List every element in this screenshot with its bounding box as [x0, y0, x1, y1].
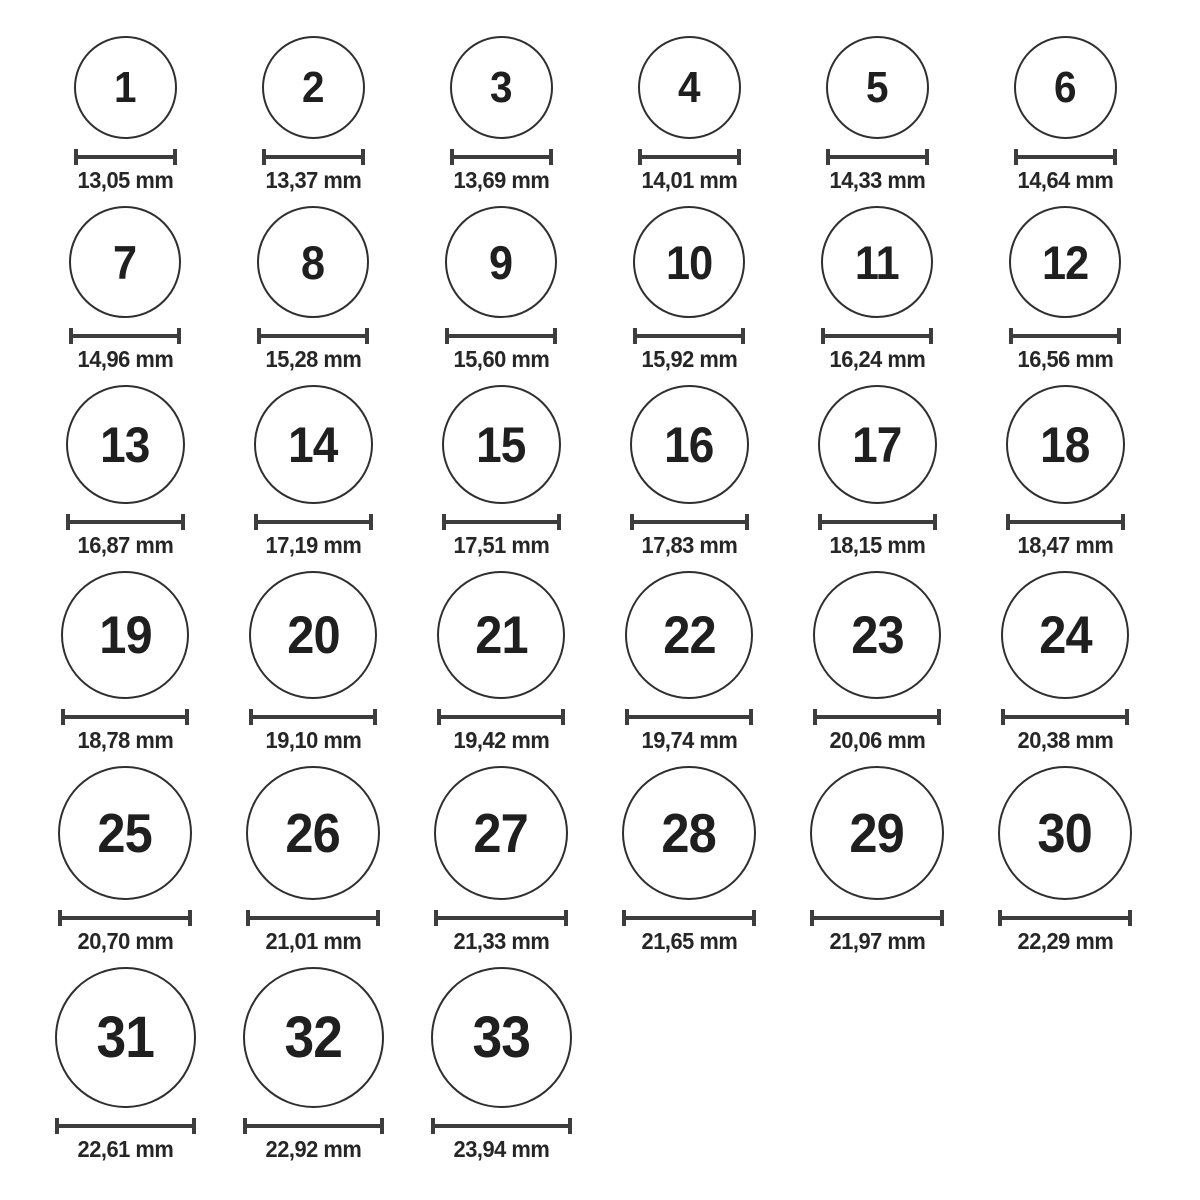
ring-size-number: 30	[1037, 801, 1093, 864]
diameter-label: 21,65 mm	[641, 928, 737, 954]
diameter-label: 21,33 mm	[453, 928, 549, 954]
ring-size-item	[407, 766, 595, 954]
ring-size-item	[971, 385, 1159, 558]
diameter-measure-line	[246, 910, 380, 926]
diameter-label: 22,61 mm	[77, 1136, 173, 1162]
ring-size-item	[595, 206, 783, 372]
diameter-measure-line	[434, 910, 568, 926]
ring-size-item	[31, 967, 219, 1162]
diameter-measure-line	[622, 910, 756, 926]
ring-size-item	[407, 967, 595, 1162]
ring-circle	[630, 385, 749, 504]
ring-size-item	[783, 766, 971, 954]
ring-circle	[1001, 571, 1129, 699]
ring-size-item	[783, 571, 971, 753]
ring-circle	[437, 571, 565, 699]
diameter-measure-line	[262, 149, 365, 165]
ring-size-item	[971, 571, 1159, 753]
ring-circle	[431, 967, 572, 1108]
diameter-measure-line	[257, 328, 369, 344]
ring-size-number: 28	[661, 801, 717, 864]
ring-size-item	[595, 571, 783, 753]
ring-size-item	[31, 36, 219, 193]
ring-circle	[818, 385, 937, 504]
ring-size-number: 22	[662, 605, 716, 665]
diameter-label: 15,60 mm	[453, 346, 549, 372]
diameter-measure-line	[1006, 514, 1125, 530]
diameter-measure-line	[69, 328, 181, 344]
ring-circle	[638, 36, 741, 139]
ring-circle	[58, 766, 192, 900]
ring-circle	[434, 766, 568, 900]
ring-circle	[633, 206, 745, 318]
ring-size-number: 13	[100, 416, 150, 473]
ring-circle	[69, 206, 181, 318]
ring-size-item	[31, 571, 219, 753]
ring-size-item	[219, 385, 407, 558]
diameter-measure-line	[625, 709, 753, 725]
diameter-label: 18,15 mm	[829, 532, 925, 558]
ring-circle	[826, 36, 929, 139]
ring-circle	[262, 36, 365, 139]
diameter-measure-line	[431, 1118, 572, 1134]
ring-size-item	[219, 766, 407, 954]
ring-size-item	[595, 36, 783, 193]
ring-size-item	[407, 206, 595, 372]
ring-size-number: 1	[114, 62, 136, 112]
ring-circle	[249, 571, 377, 699]
ring-circle	[254, 385, 373, 504]
ring-circle	[55, 967, 196, 1108]
ring-size-item	[219, 206, 407, 372]
ring-size-item	[783, 36, 971, 193]
ring-size-number: 2	[302, 62, 324, 112]
diameter-measure-line	[249, 709, 377, 725]
diameter-measure-line	[243, 1118, 384, 1134]
diameter-measure-line	[61, 709, 189, 725]
ring-size-number: 26	[285, 801, 341, 864]
diameter-measure-line	[821, 328, 933, 344]
ring-size-item	[219, 967, 407, 1162]
diameter-label: 15,28 mm	[265, 346, 361, 372]
diameter-label: 16,24 mm	[829, 346, 925, 372]
diameter-measure-line	[450, 149, 553, 165]
ring-size-number: 18	[1040, 416, 1090, 473]
ring-circle	[74, 36, 177, 139]
ring-size-number: 15	[476, 416, 526, 473]
ring-size-number: 8	[301, 235, 325, 289]
diameter-label: 17,51 mm	[453, 532, 549, 558]
ring-size-number: 31	[96, 1004, 154, 1070]
ring-size-number: 4	[678, 62, 700, 112]
diameter-measure-line	[74, 149, 177, 165]
ring-size-item	[971, 206, 1159, 372]
ring-size-number: 3	[490, 62, 512, 112]
diameter-label: 13,37 mm	[265, 167, 361, 193]
diameter-label: 16,87 mm	[77, 532, 173, 558]
ring-circle	[1006, 385, 1125, 504]
diameter-measure-line	[1014, 149, 1117, 165]
ring-size-number: 33	[472, 1004, 530, 1070]
ring-size-number: 32	[284, 1004, 342, 1070]
diameter-measure-line	[630, 514, 749, 530]
ring-circle	[1014, 36, 1117, 139]
diameter-label: 20,38 mm	[1017, 727, 1113, 753]
ring-size-number: 25	[97, 801, 153, 864]
ring-size-item	[219, 571, 407, 753]
ring-size-item	[971, 36, 1159, 193]
diameter-label: 19,10 mm	[265, 727, 361, 753]
ring-size-number: 19	[98, 605, 152, 665]
diameter-measure-line	[55, 1118, 196, 1134]
diameter-measure-line	[998, 910, 1132, 926]
diameter-label: 14,64 mm	[1017, 167, 1113, 193]
ring-size-number: 23	[850, 605, 904, 665]
ring-circle	[243, 967, 384, 1108]
ring-circle	[445, 206, 557, 318]
diameter-measure-line	[638, 149, 741, 165]
diameter-measure-line	[442, 514, 561, 530]
diameter-label: 14,96 mm	[77, 346, 173, 372]
ring-size-item	[783, 206, 971, 372]
ring-size-number: 20	[286, 605, 340, 665]
diameter-label: 20,70 mm	[77, 928, 173, 954]
diameter-measure-line	[445, 328, 557, 344]
diameter-measure-line	[818, 514, 937, 530]
diameter-label: 14,01 mm	[641, 167, 737, 193]
diameter-measure-line	[633, 328, 745, 344]
ring-size-number: 7	[113, 235, 137, 289]
diameter-label: 21,97 mm	[829, 928, 925, 954]
ring-size-number: 27	[473, 801, 529, 864]
ring-size-item	[595, 385, 783, 558]
ring-circle	[450, 36, 553, 139]
ring-circle	[821, 206, 933, 318]
diameter-label: 13,69 mm	[453, 167, 549, 193]
diameter-label: 16,56 mm	[1017, 346, 1113, 372]
ring-size-item	[407, 571, 595, 753]
ring-size-number: 29	[849, 801, 905, 864]
ring-circle	[66, 385, 185, 504]
ring-circle	[246, 766, 380, 900]
ring-size-number: 14	[288, 416, 338, 473]
ring-size-number: 24	[1038, 605, 1092, 665]
ring-circle	[622, 766, 756, 900]
ring-circle	[810, 766, 944, 900]
diameter-label: 18,47 mm	[1017, 532, 1113, 558]
diameter-measure-line	[58, 910, 192, 926]
ring-size-item	[31, 206, 219, 372]
ring-size-number: 6	[1054, 62, 1076, 112]
ring-size-number: 21	[474, 605, 528, 665]
diameter-measure-line	[254, 514, 373, 530]
diameter-measure-line	[810, 910, 944, 926]
ring-size-item	[595, 766, 783, 954]
ring-circle	[813, 571, 941, 699]
ring-size-number: 9	[489, 235, 513, 289]
diameter-label: 23,94 mm	[453, 1136, 549, 1162]
diameter-measure-line	[813, 709, 941, 725]
ring-circle	[1009, 206, 1121, 318]
ring-size-item	[407, 385, 595, 558]
ring-size-number: 17	[852, 416, 902, 473]
diameter-label: 19,42 mm	[453, 727, 549, 753]
ring-size-item	[407, 36, 595, 193]
diameter-label: 19,74 mm	[641, 727, 737, 753]
diameter-measure-line	[437, 709, 565, 725]
diameter-label: 13,05 mm	[77, 167, 173, 193]
diameter-measure-line	[66, 514, 185, 530]
diameter-label: 15,92 mm	[641, 346, 737, 372]
diameter-label: 22,29 mm	[1017, 928, 1113, 954]
diameter-label: 18,78 mm	[77, 727, 173, 753]
ring-size-item	[971, 766, 1159, 954]
ring-size-number: 5	[866, 62, 888, 112]
diameter-measure-line	[1001, 709, 1129, 725]
ring-size-number: 16	[664, 416, 714, 473]
ring-size-item	[219, 36, 407, 193]
ring-circle	[625, 571, 753, 699]
ring-size-number: 11	[855, 235, 899, 289]
ring-size-item	[783, 385, 971, 558]
diameter-label: 22,92 mm	[265, 1136, 361, 1162]
diameter-measure-line	[826, 149, 929, 165]
diameter-label: 21,01 mm	[265, 928, 361, 954]
diameter-label: 17,19 mm	[265, 532, 361, 558]
ring-circle	[257, 206, 369, 318]
ring-size-item	[31, 385, 219, 558]
ring-circle	[61, 571, 189, 699]
diameter-label: 14,33 mm	[829, 167, 925, 193]
diameter-measure-line	[1009, 328, 1121, 344]
ring-size-item	[31, 766, 219, 954]
ring-circle	[442, 385, 561, 504]
diameter-label: 20,06 mm	[829, 727, 925, 753]
ring-size-number: 12	[1041, 235, 1089, 289]
ring-circle	[998, 766, 1132, 900]
diameter-label: 17,83 mm	[641, 532, 737, 558]
ring-size-number: 10	[665, 235, 713, 289]
